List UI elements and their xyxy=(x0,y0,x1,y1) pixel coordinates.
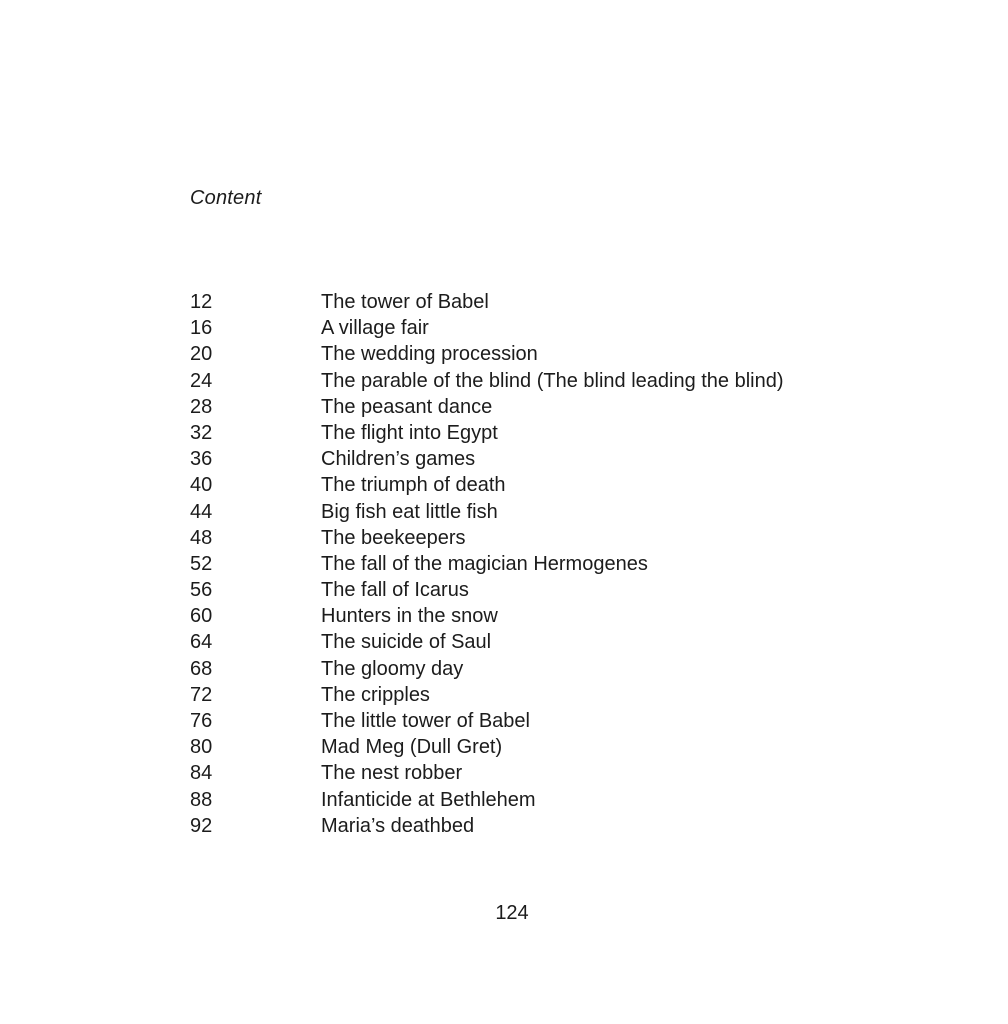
toc-title: The parable of the blind (The blind leading the blind) xyxy=(321,369,784,392)
toc-title: The wedding procession xyxy=(321,343,538,366)
toc-title: Maria’s deathbed xyxy=(321,814,475,837)
toc-title: The gloomy day xyxy=(321,657,464,680)
toc-title: Hunters in the snow xyxy=(321,605,498,628)
toc-title: The nest robber xyxy=(321,762,463,785)
toc-page-number: 88 xyxy=(190,788,213,811)
toc-page-number: 52 xyxy=(190,552,213,575)
toc-entry xyxy=(190,603,784,629)
toc-page-number: 32 xyxy=(190,421,213,444)
toc-title: The fall of Icarus xyxy=(321,579,469,602)
toc-entry xyxy=(190,813,784,839)
toc-entry xyxy=(190,551,784,577)
toc-page-number: 44 xyxy=(190,500,213,523)
toc-entry xyxy=(190,368,784,394)
toc-page-number: 12 xyxy=(190,291,213,313)
toc-page-number: 16 xyxy=(190,317,213,340)
toc-entry xyxy=(190,734,784,760)
toc-page-number: 92 xyxy=(190,814,213,837)
toc-title: Infanticide at Bethlehem xyxy=(321,788,536,811)
toc-entry xyxy=(190,525,784,551)
toc-entry xyxy=(190,394,784,420)
toc-title: Big fish eat little fish xyxy=(321,500,498,523)
toc-page-number: 56 xyxy=(190,579,213,602)
toc-entry xyxy=(190,446,784,472)
toc-title: The flight into Egypt xyxy=(321,421,498,444)
toc-entry xyxy=(190,315,784,341)
toc-entry xyxy=(190,787,784,813)
table-of-contents xyxy=(190,289,784,839)
toc-entry xyxy=(190,577,784,603)
toc-page-number: 48 xyxy=(190,526,213,549)
toc-page-number: 24 xyxy=(190,369,213,392)
toc-page-number: 60 xyxy=(190,605,213,628)
page-number: 124 xyxy=(495,902,529,924)
toc-title: Children’s games xyxy=(321,448,476,471)
toc-title: Mad Meg (Dull Gret) xyxy=(321,736,503,759)
toc-entry xyxy=(190,760,784,786)
toc-title: The peasant dance xyxy=(321,395,493,418)
toc-title: The little tower of Babel xyxy=(321,710,530,732)
toc-page-number: 40 xyxy=(190,474,213,497)
toc-page-number: 36 xyxy=(190,448,213,471)
toc-title: The suicide of Saul xyxy=(321,631,492,654)
toc-page-number: 80 xyxy=(190,736,213,759)
toc-entry xyxy=(190,341,784,367)
toc-entry xyxy=(190,472,784,498)
toc-title: The cripples xyxy=(321,683,430,706)
toc-entry xyxy=(190,656,784,682)
toc-entry xyxy=(190,499,784,525)
toc-page-number: 72 xyxy=(190,683,213,706)
toc-page-number: 68 xyxy=(190,657,213,680)
toc-page-number: 20 xyxy=(190,343,213,366)
toc-page-number: 76 xyxy=(190,710,213,732)
toc-entry xyxy=(190,289,784,315)
toc-entry xyxy=(190,708,784,734)
toc-title: The fall of the magician Hermogenes xyxy=(321,552,648,575)
toc-entry xyxy=(190,682,784,708)
toc-page-number: 84 xyxy=(190,762,213,785)
toc-page-number: 28 xyxy=(190,395,213,418)
toc-title: The beekeepers xyxy=(321,526,466,549)
toc-entry xyxy=(190,629,784,655)
toc-title: The tower of Babel xyxy=(321,291,489,313)
toc-entry xyxy=(190,420,784,446)
page-title: Content xyxy=(190,187,262,209)
toc-page-number: 64 xyxy=(190,631,213,654)
toc-title: The triumph of death xyxy=(321,474,506,497)
toc-title: A village fair xyxy=(321,317,429,340)
